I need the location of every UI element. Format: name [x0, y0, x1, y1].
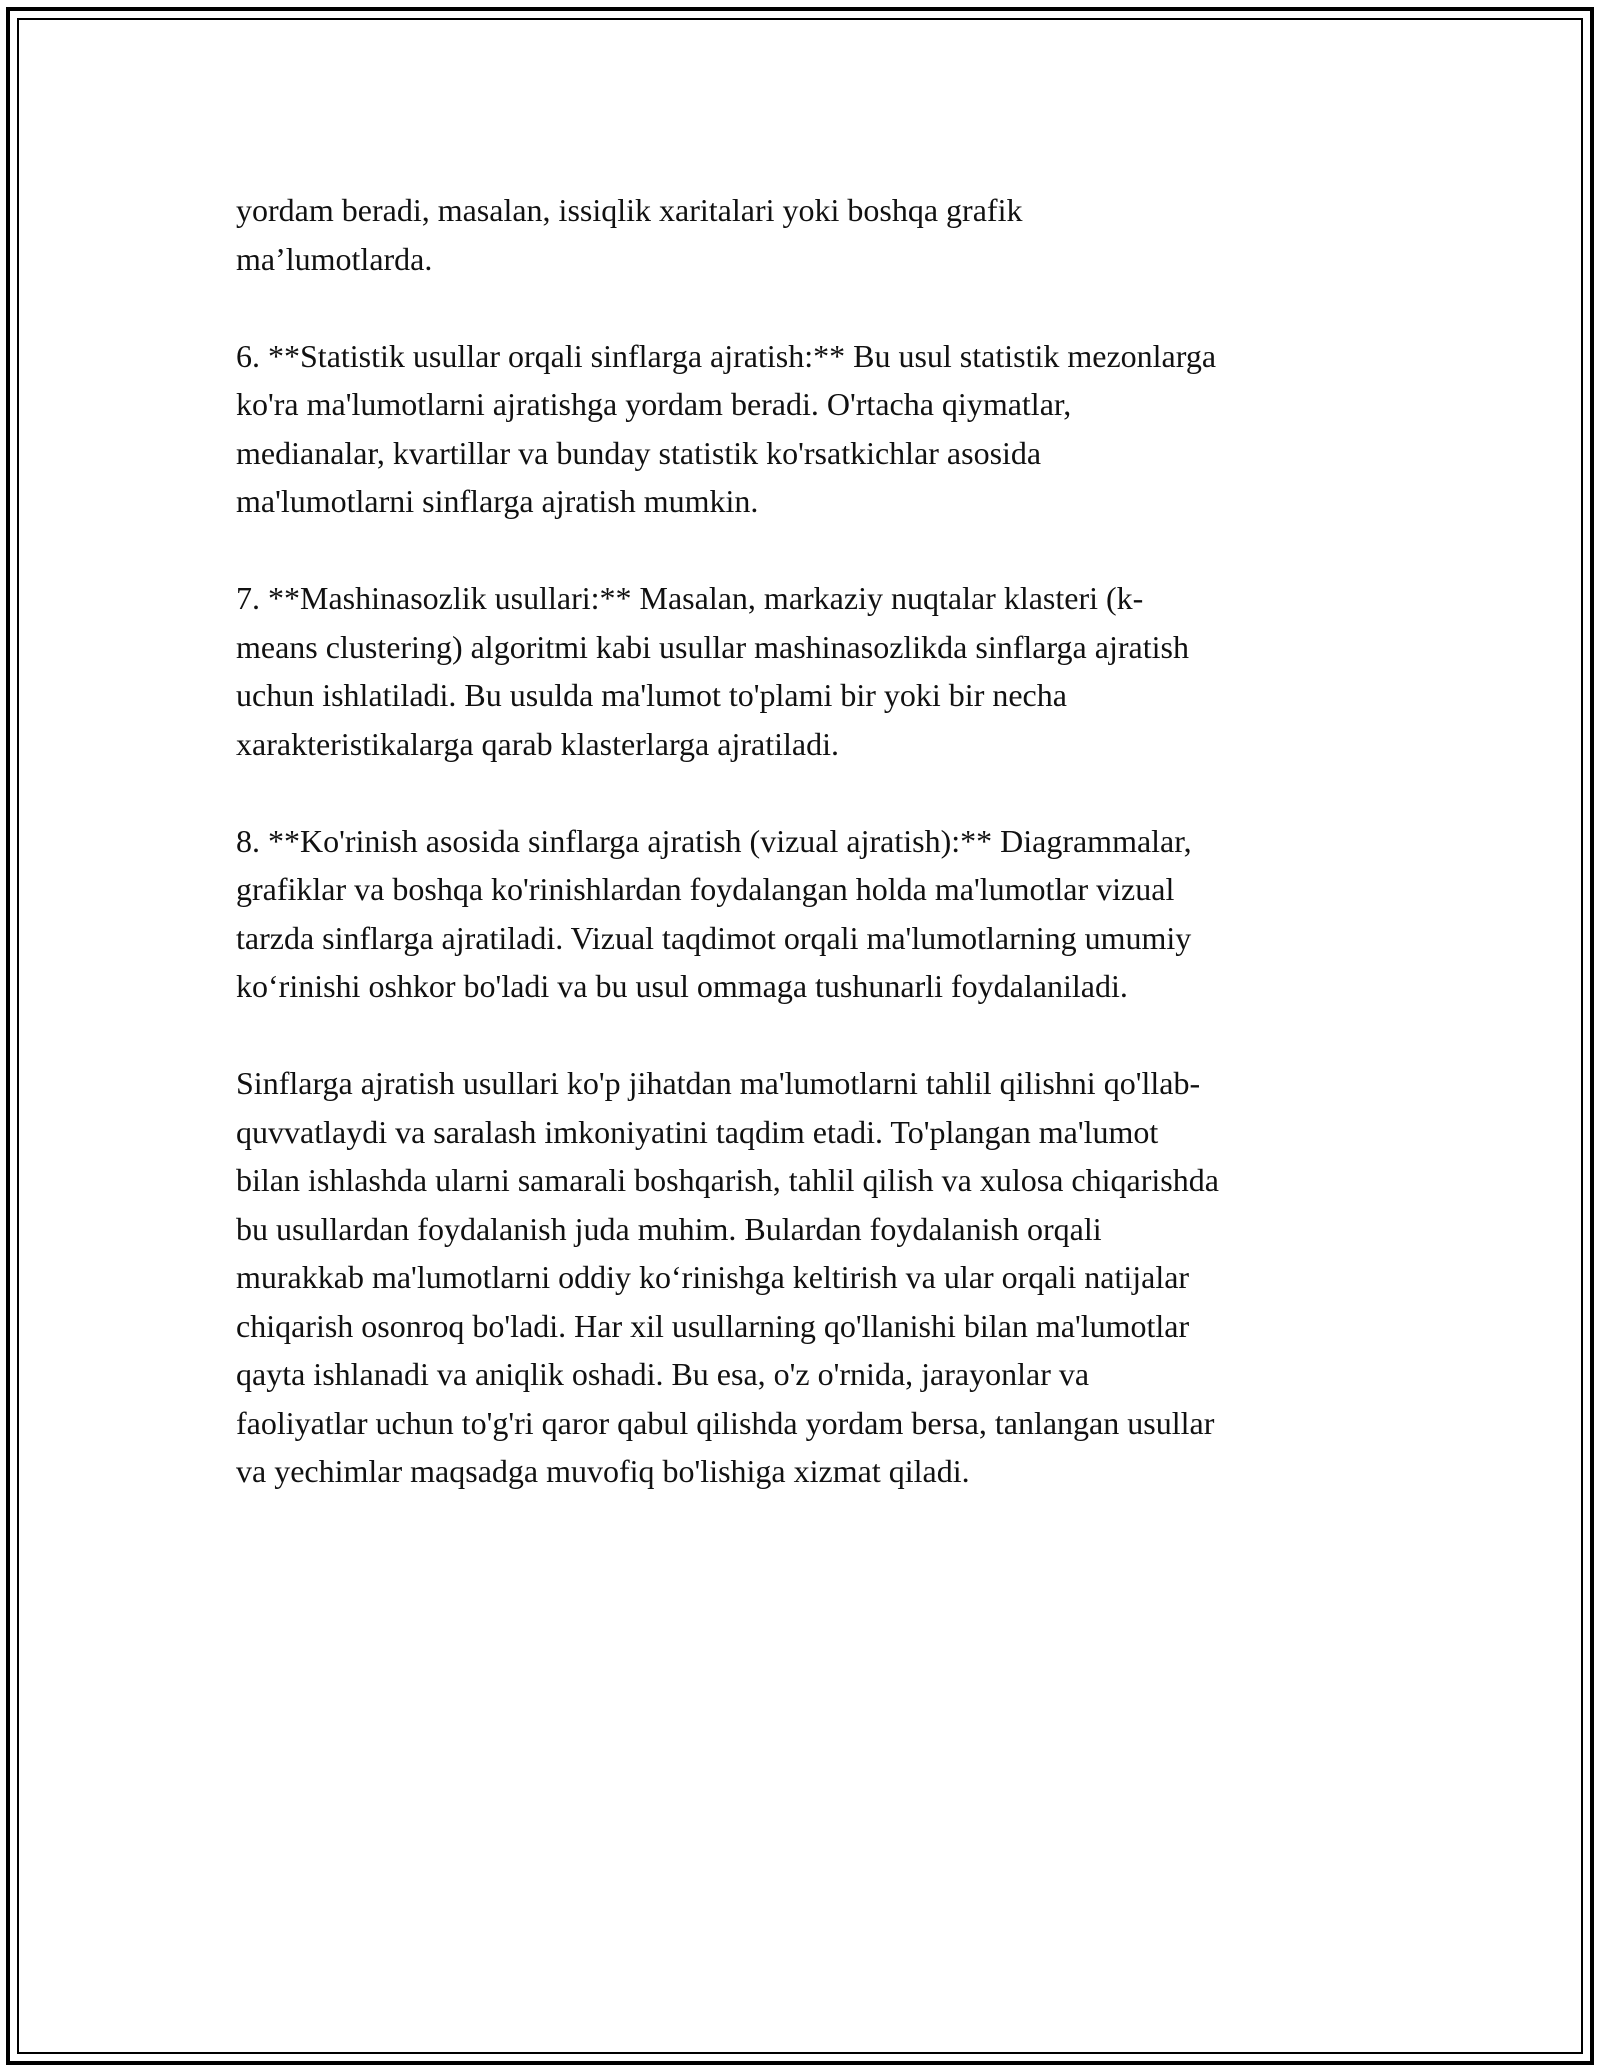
paragraph-item-7	[236, 574, 1376, 768]
text-line: xarakteristikalarga qarab klasterlarga ajratiladi.	[236, 725, 839, 762]
text-line: murakkab ma'lumotlarni oddiy ko‘rinishga keltirish va ular orqali natijalar	[236, 1259, 1190, 1295]
text-line: 8. **Ko'rinish asosida sinflarga ajratish (vizual ajratish):** Diagrammalar,	[236, 822, 1192, 859]
text-line: uchun ishlatiladi. Bu usulda ma'lumot to'plami bir yoki bir necha	[236, 677, 1067, 713]
paragraph-item-6	[236, 332, 1376, 526]
text-line: 6. **Statistik usullar orqali sinflarga ajratish:** Bu usul statistik mezonlarga	[236, 337, 1217, 374]
text-line: chiqarish osonroq bo'ladi. Har xil usullarning qo'llanishi bilan ma'lumotlar	[236, 1307, 1190, 1344]
text-line: bilan ishlashda ularni samarali boshqarish, tahlil qilish va xulosa chiqarishda	[236, 1162, 1219, 1198]
text-line: tarzda sinflarga ajratiladi. Vizual taqdimot orqali ma'lumotlarning umumiy	[236, 919, 1192, 956]
text-line: yordam beradi, masalan, issiqlik xaritalari yoki boshqa grafik	[236, 192, 1023, 228]
text-line: bu usullardan foydalanish juda muhim. Bulardan foydalanish orqali	[236, 1210, 1102, 1247]
paragraph-item-8	[236, 817, 1376, 1011]
text-line: ma’lumotlarda.	[236, 240, 433, 277]
text-line: faoliyatlar uchun to'g'ri qaror qabul qilishda yordam bersa, tanlangan usullar	[236, 1404, 1215, 1441]
text-line: ko‘rinishi oshkor bo'ladi va bu usul ommaga tushunarli foydalaniladi.	[236, 968, 1128, 1004]
text-line: quvvatlaydi va saralash imkoniyatini taqdim etadi. To'plangan ma'lumot	[236, 1113, 1159, 1150]
text-line: qayta ishlanadi va aniqlik oshadi. Bu esa, o'z o'rnida, jarayonlar va	[236, 1356, 1090, 1392]
paragraph-continuation	[236, 186, 1376, 283]
paragraph-conclusion	[236, 1059, 1376, 1496]
text-line: medianalar, kvartillar va bunday statistik ko'rsatkichlar asosida	[236, 434, 1042, 471]
text-line: va yechimlar maqsadga muvofiq bo'lishiga xizmat qiladi.	[236, 1453, 970, 1489]
text-line: means clustering) algoritmi kabi usullar mashinasozlikda sinflarga ajratish	[236, 628, 1189, 665]
text-line: 7. **Mashinasozlik usullari:** Masalan, markaziy nuqtalar klasteri (k-	[236, 580, 1144, 616]
text-line: grafiklar va boshqa ko'rinishlardan foydalangan holda ma'lumotlar vizual	[236, 871, 1175, 907]
document-body	[236, 186, 1376, 1496]
text-line: ko'ra ma'lumotlarni ajratishga yordam beradi. O'rtacha qiymatlar,	[236, 386, 1072, 422]
text-line: Sinflarga ajratish usullari ko'p jihatdan ma'lumotlarni tahlil qilishni qo'llab-	[236, 1065, 1201, 1101]
text-line: ma'lumotlarni sinflarga ajratish mumkin.	[236, 483, 759, 519]
